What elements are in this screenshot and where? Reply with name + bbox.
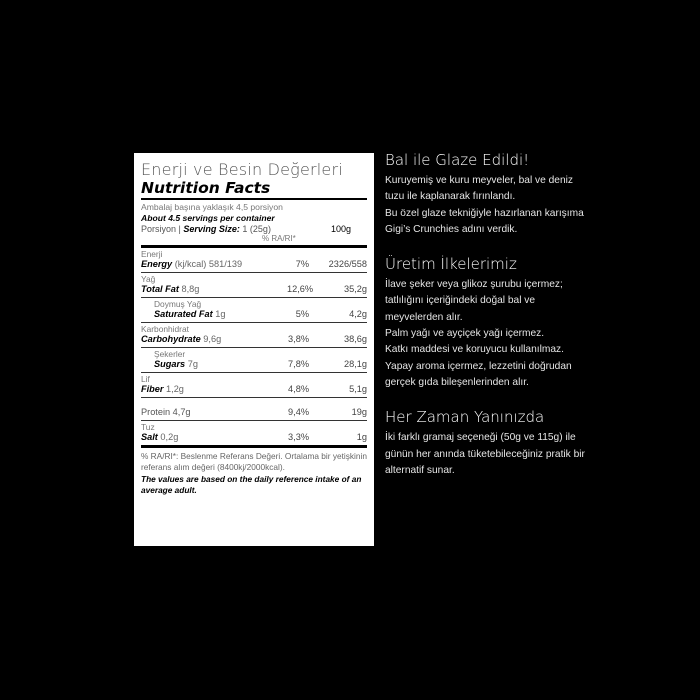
row-salt: Tuz Salt 0,2g 3,3% 1g bbox=[141, 421, 367, 448]
row-carbohydrate: Karbonhidrat Carbohydrate 9,6g 3,8% 38,6g bbox=[141, 323, 367, 348]
servings-info bbox=[141, 202, 367, 223]
paragraph: Yapay aroma içermez, lezzetini doğrudan gerçek gıda bileşenlerinden alır. bbox=[385, 360, 572, 388]
servings-tr: Ambalaj başına yaklaşık 4,5 porsiyon bbox=[141, 202, 283, 212]
paragraph: İlave şeker veya glikoz şurubu içermez; tatlılığını içeriğindeki doğal bal ve meyvelerden alır. bbox=[385, 279, 563, 323]
footnote-tr: % RA/RI*: Beslenme Referans Değeri. Ortalama bir yetişkinin referans alım değeri (8400kj/2000kcal). bbox=[141, 451, 367, 472]
ra-header: % RA/RI* bbox=[141, 234, 367, 248]
title-tr: Enerji ve Besin Değerleri bbox=[141, 160, 343, 179]
row-fiber: Lif Fiber 1,2g 4,8% 5,1g bbox=[141, 373, 367, 398]
serving-total: 100g bbox=[330, 224, 351, 234]
section-always bbox=[385, 407, 585, 479]
footnote-en: The values are based on the daily reference intake of an average adult. bbox=[141, 474, 362, 495]
row-energy: Enerji Energy (kj/kcal) 581/139 7% 2326/558 bbox=[141, 248, 367, 273]
title-en: Nutrition Facts bbox=[141, 179, 367, 200]
serving-size-label: Porsiyon | Serving Size: 1 (25g) bbox=[141, 224, 271, 234]
paragraph: Katkı maddesi ve koruyucu kullanılmaz. bbox=[385, 344, 564, 356]
section-title-always: Her Zaman Yanınızda bbox=[385, 408, 545, 427]
description-column bbox=[385, 150, 585, 495]
paragraph: Kuruyemiş ve kuru meyveler, bal ve deniz tuzu ile kaplanarak fırınlandı. bbox=[385, 175, 573, 203]
servings-en: About 4.5 servings per container bbox=[141, 212, 275, 223]
section-principles bbox=[385, 254, 585, 391]
section-title-glaze: Bal ile Glaze Edildi! bbox=[385, 151, 530, 169]
paragraph: Bu özel glaze tekniğiyle hazırlanan karışıma Gigi’s Crunchies adını verdik. bbox=[385, 207, 584, 235]
section-title-principles: Üretim İlkelerimiz bbox=[385, 255, 517, 274]
row-total-fat: Yağ Total Fat 8,8g 12,6% 35,2g bbox=[141, 273, 367, 298]
row-protein: Protein 4,7g 9,4% 19g bbox=[141, 398, 367, 421]
nutrition-facts-panel bbox=[134, 153, 374, 546]
serving-size-row bbox=[141, 224, 367, 234]
paragraph: İki farklı gramaj seçeneği (50g ve 115g) ile günün her anında tüketebileceğiniz pratik bir alternatif sunar. bbox=[385, 432, 585, 476]
section-glaze bbox=[385, 150, 585, 238]
row-saturated-fat: Doymuş Yağ Saturated Fat 1g 5% 4,2g bbox=[141, 298, 367, 323]
row-sugars: Şekerler Sugars 7g 7,8% 28,1g bbox=[141, 348, 367, 373]
footnote bbox=[141, 451, 367, 495]
paragraph: Palm yağı ve ayçiçek yağı içermez. bbox=[385, 328, 545, 340]
